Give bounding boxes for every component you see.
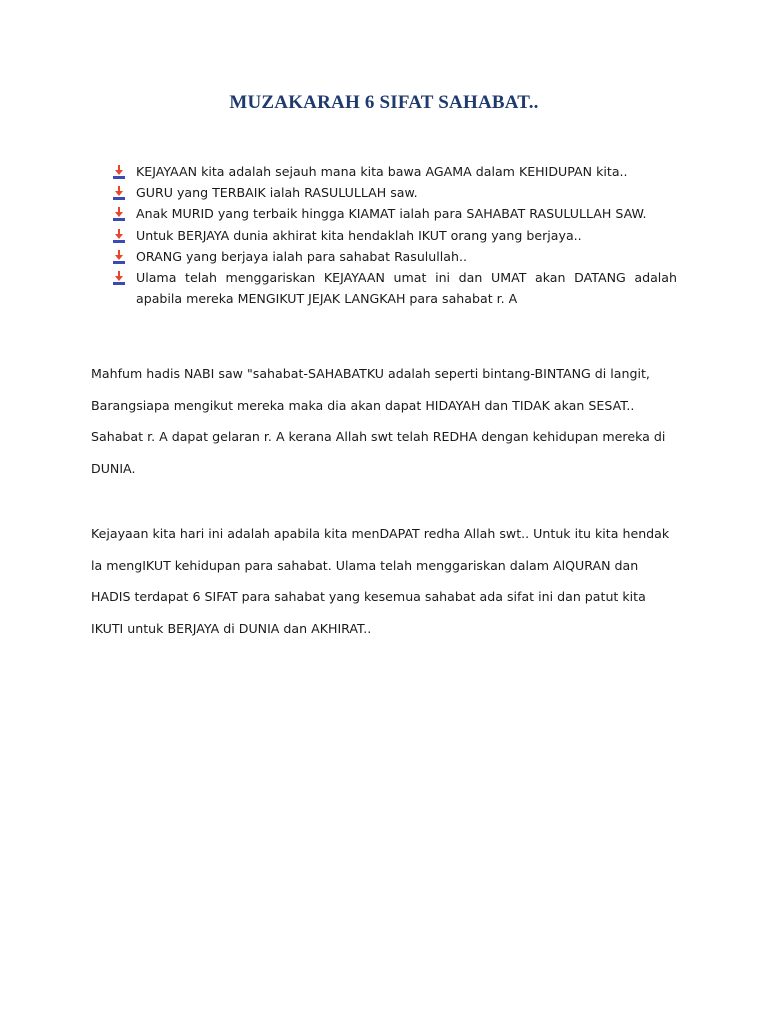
- bullet-item: [113, 267, 677, 309]
- bullet-item: [113, 246, 677, 267]
- arrow-down-bullet-icon: [113, 250, 125, 264]
- paragraph-line: DUNIA.: [91, 460, 136, 476]
- arrow-down-bullet-icon: [113, 207, 125, 221]
- arrow-down-bullet-icon: [113, 271, 125, 285]
- bullet-text: Untuk BERJAYA dunia akhirat kita hendaklah IKUT orang yang berjaya..: [136, 227, 582, 243]
- bullet-text: GURU yang TERBAIK ialah RASULULLAH saw.: [136, 185, 418, 201]
- bullet-text: Anak MURID yang terbaik hingga KIAMAT ialah para SAHABAT RASULULLAH SAW.: [136, 206, 647, 222]
- bullet-item: [113, 225, 677, 246]
- bullet-item: [113, 161, 677, 182]
- paragraph-hadith: [91, 358, 677, 484]
- paragraph-line: Mahfum hadis NABI saw "sahabat-SAHABATKU adalah seperti bintang-BINTANG di langit,: [91, 366, 650, 381]
- paragraph-line: IKUTI untuk BERJAYA di DUNIA dan AKHIRAT..: [91, 620, 372, 636]
- paragraph-success: [91, 518, 677, 644]
- bullet-text: ORANG yang berjaya ialah para sahabat Rasulullah..: [136, 248, 467, 264]
- bullet-text: Ulama telah menggariskan KEJAYAAN umat ini dan UMAT akan DATANG adalah apabila mereka MENGIKUT JEJAK LANGKAH para sahabat r. A: [136, 270, 677, 307]
- arrow-down-bullet-icon: [113, 186, 125, 200]
- page-title: MUZAKARAH 6 SIFAT SAHABAT..: [229, 92, 539, 113]
- bullet-item: [113, 203, 677, 224]
- paragraph-line: la mengIKUT kehidupan para sahabat. Ulama telah menggariskan dalam AlQURAN dan: [91, 557, 639, 573]
- paragraph-line: Barangsiapa mengikut mereka maka dia akan dapat HIDAYAH dan TIDAK akan SESAT..: [91, 397, 635, 413]
- paragraph-line: Sahabat r. A dapat gelaran r. A kerana Allah swt telah REDHA dengan kehidupan mereka di: [91, 429, 666, 444]
- arrow-down-bullet-icon: [113, 165, 125, 179]
- bullet-text: KEJAYAAN kita adalah sejauh mana kita bawa AGAMA dalam KEHIDUPAN kita..: [136, 164, 628, 179]
- bullet-item: [113, 182, 677, 203]
- paragraph-line: HADIS terdapat 6 SIFAT para sahabat yang kesemua sahabat ada sifat ini dan patut kita: [91, 589, 646, 604]
- arrow-down-bullet-icon: [113, 229, 125, 243]
- paragraph-line: Kejayaan kita hari ini adalah apabila kita menDAPAT redha Allah swt.. Untuk itu kita hendak: [91, 526, 670, 541]
- bullet-list: [113, 161, 677, 309]
